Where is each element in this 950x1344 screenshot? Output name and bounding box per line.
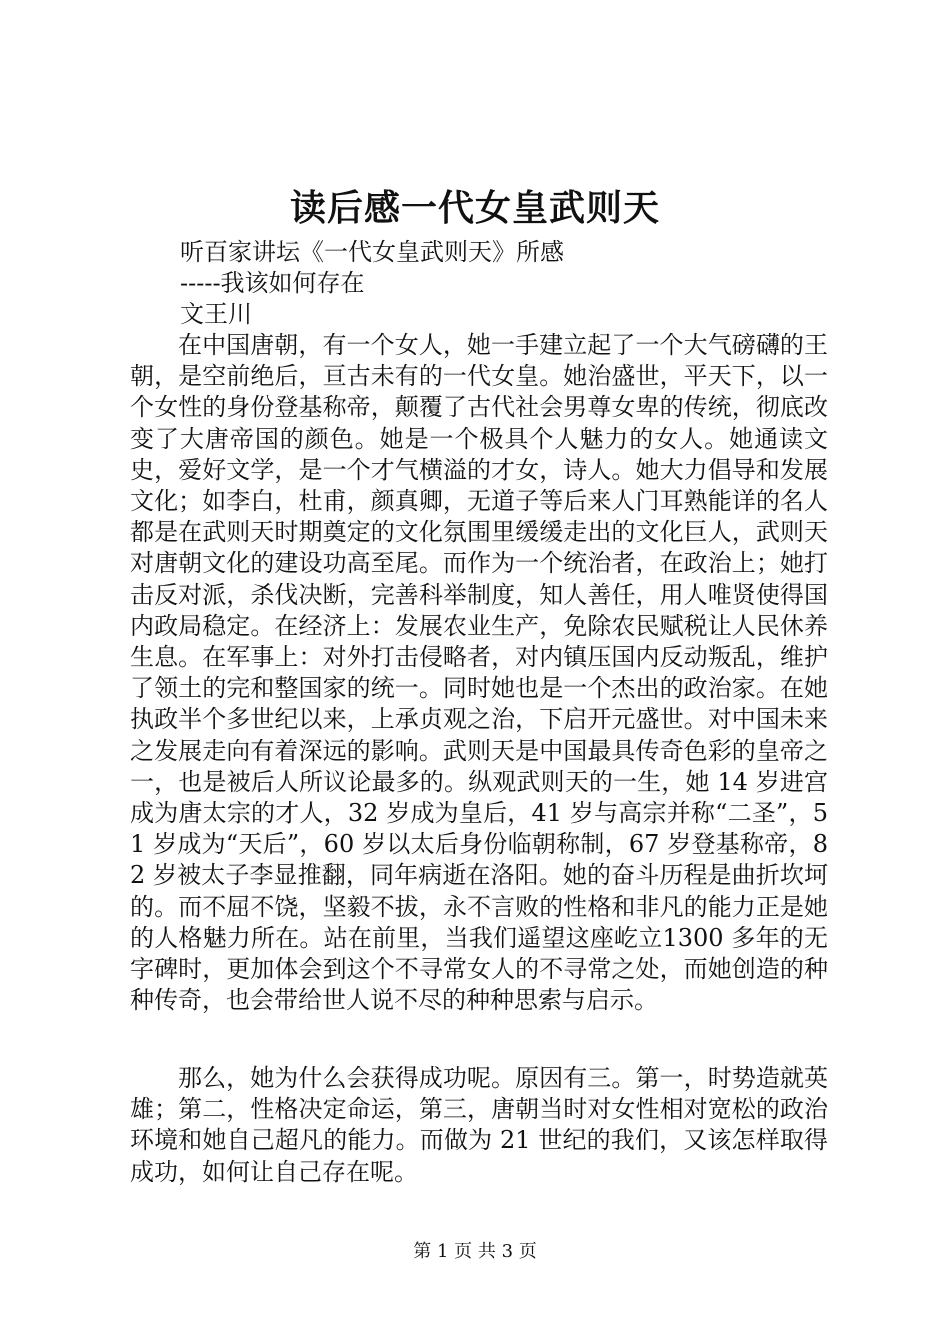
document-subtitle: 听百家讲坛《一代女皇武则天》所感 <box>180 238 564 266</box>
document-subheading: -----我该如何存在 <box>180 269 365 297</box>
body-paragraph-1: 在中国唐朝，有一个女人，她一手建立起了一个大气磅礴的王朝，是空前绝后，亘古未有的一代女皇。她治盛世，平天下，以一个女性的身份登基称帝，颠覆了古代社会男尊女卑的传统，彻底改变了大唐帝国的颜色。她是一个极具个人魅力的女人。她通读文史，爱好文学，是一个才气横溢的才女，诗人。她大力倡导和发展文化；如李白，杜甫，颜真卿，无道子等后来人门耳熟能详的名人都是在武则天时期奠定的文化氛围里缓缓走出的文化巨人，武则天对唐朝文化的建设功高至尾。而作为一个统治者，在政治上；她打击反对派，杀伐决断，完善科举制度，知人善任，用人唯贤使得国内政局稳定。在经济上：发展农业生产，免除农民赋税让人民休养生息。在军事上：对外打击侵略者，对内镇压国内反动叛乱，维护了领土的完和整国家的统一。同时她也是一个杰出的政治家。在她执政半个多世纪以来，上承贞观之治，下启开元盛世。对中国未来之发展走向有着深远的影响。武则天是中国最具传奇色彩的皇帝之一，也是被后人所议论最多的。纵观武则天的一生，她 14 岁进宫成为唐太宗的才人，32 岁成为皇后，41 岁与高宗并称“二圣”，51 岁成为“天后”，60 岁以太后身份临朝称制，67 岁登基称帝，82 岁被太子李显推翻，同年病逝在洛阳。她的奋斗历程是曲折坎坷的。而不屈不饶，坚毅不拔，永不言败的性格和非凡的能力正是她的人格魅力所在。站在前里，当我们遥望这座屹立1300 多年的无字碑时，更加体会到这个不寻常女人的不寻常之处，而她创造的种种传奇，也会带给世人说不尽的种种思索与启示。 <box>130 331 828 1015</box>
document-title: 读后感一代女皇武则天 <box>289 187 660 229</box>
body-paragraph-2: 那么，她为什么会获得成功呢。原因有三。第一，时势造就英雄；第二，性格决定命运，第三，唐朝当时对女性相对宽松的政治环境和她自己超凡的能力。而做为 21 世纪的我们，又该怎样取得成功，如何让自己存在呢。 <box>130 1064 828 1186</box>
document-author: 文王川 <box>180 300 252 328</box>
page-number-footer: 第 1 页 共 3 页 <box>413 1241 537 1262</box>
